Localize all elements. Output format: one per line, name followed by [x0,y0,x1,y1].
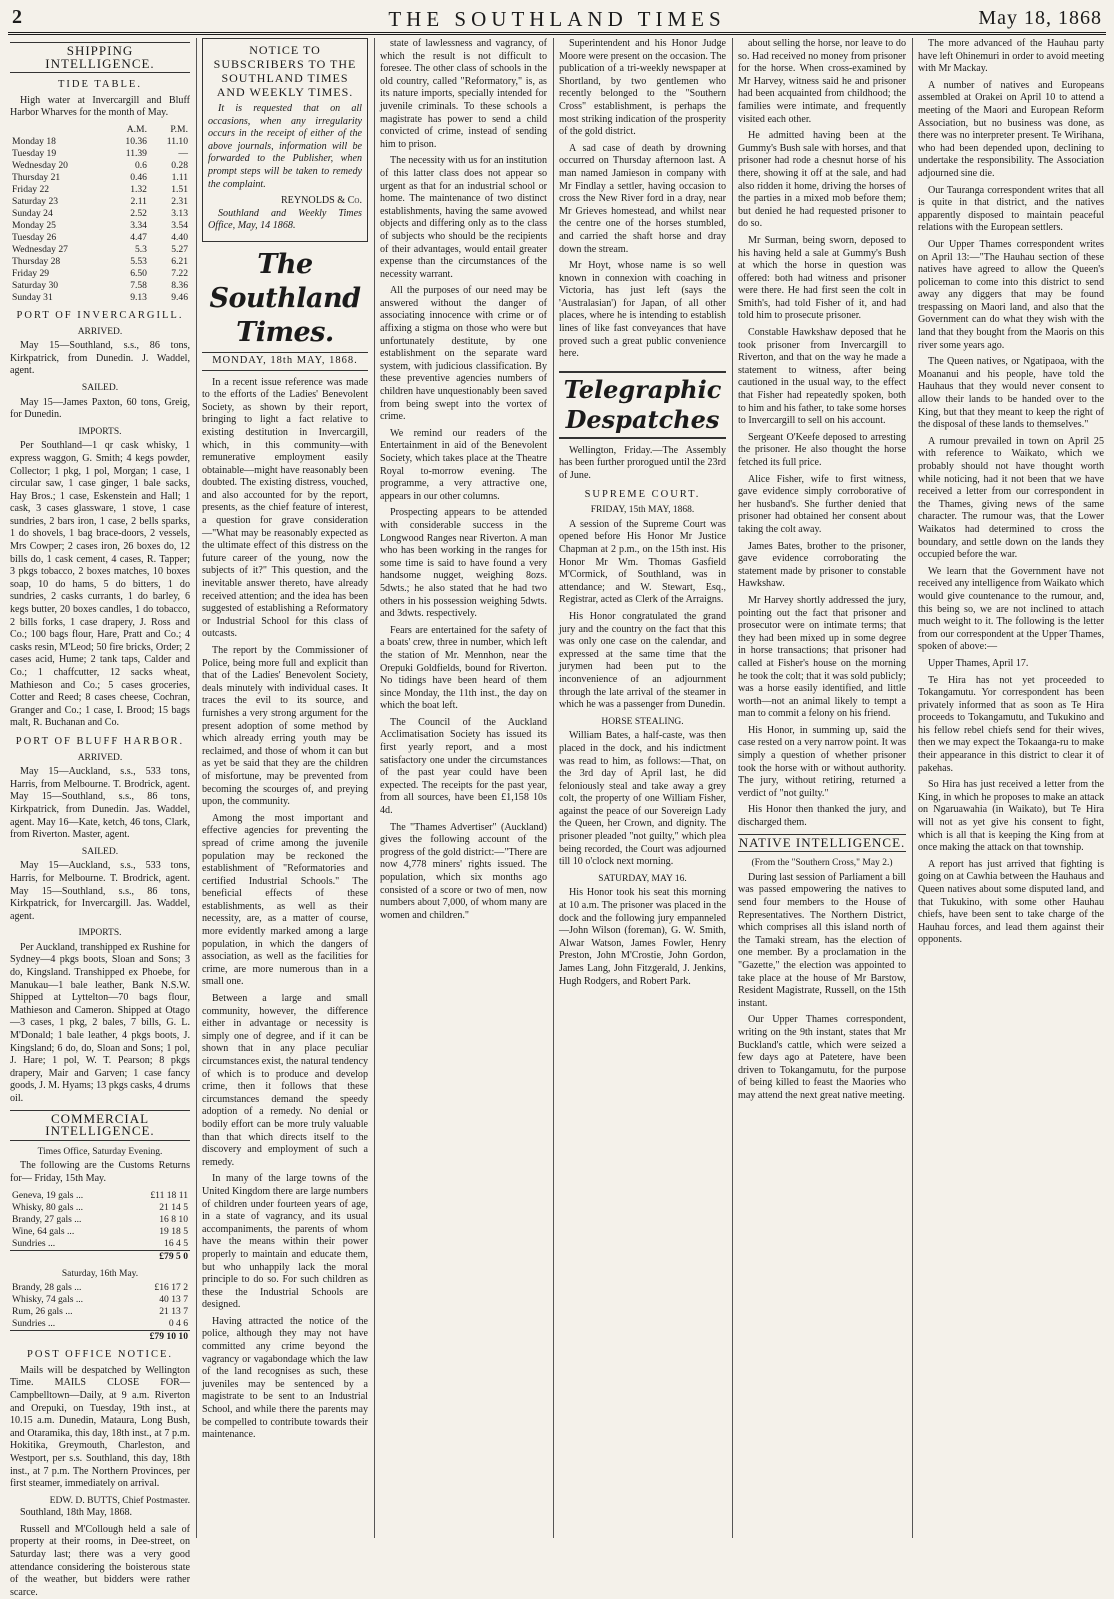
native-intelligence-heading: NATIVE INTELLIGENCE. [738,834,906,853]
customs-saturday-total: £79 10 10 [125,1331,190,1344]
issue-date: May 18, 1868 [978,7,1102,29]
tide-header-row: A.M. P.M. [126,123,188,135]
news-paragraph: Fears are entertained for the safety of a boats' crew, three in number, which left the station of Mr. Mennhon, near the Orepuki Goldfields, bound for Riverton. No tidings have been heard of them since Monday, the 11th inst., the day on which the boat left. [380,624,547,712]
tide-row: Friday 29 6.50 7.22 [12,267,188,279]
shipping-heading: SHIPPING INTELLIGENCE. [10,42,190,73]
customs-row: Sundries ... 16 4 5 [12,1237,188,1249]
sailed-text: May 15—James Paxton, 60 tons, Greig, for Dunedin. [10,396,190,421]
news-paragraph: We remind our readers of the Entertainment in aid of the Benevolent Society, which takes place at the Theatre Royal to-morrow evening. The programme, a very attractive one, appears in our other columns. [380,427,547,502]
notice-office: Southland and Weekly Times Office, May, 14 1868. [208,207,362,232]
editorial-paragraph: Among the most important and effective agencies for preventing the spread of crime among the juvenile population may be reckoned the establishment of "Reformatories and certified Industrial Schools." The beneficial effects of these establishments, as well as their necessity, are, as a matter of course, more evidently marked among a large population, in which the dangers of association, as well as the facilities for crime, are more numerous than in a small one. [202,812,368,988]
column-native [918,38,1104,1543]
customs-head: Times Office, Saturday Evening. [37,1146,163,1157]
native-paragraph: During last session of Parliament a bill was passed empowering the natives to send four members to the House of Representatives. The Northern District, which comprises all this island north of the Tamaki stream, has the election of one member. By a proclamation in the "Gazette," the election was appointed to take place at the house of Mr Barstow, Resident Magistrate, Russell, on the 15th instant. [738,871,906,1009]
tide-table [10,124,190,304]
customs-row: Brandy, 27 gals ... 16 8 10 [12,1213,188,1225]
news-paragraph: The "Thames Advertiser" (Auckland) gives the following account of the progress of the gold district:—"There are now 4,778 miners' rights issued. The population, which six months ago consisted of a score or two of men, now numbers about 7,000, of whom many are women and children." [380,821,547,921]
news-paragraph: A sad case of death by drowning occurred on Thursday afternoon last. A man named Jamieson in company with Mr Findlay a settler, having occasion to cross the New River ford in a dray, near Mr Grieves homestead, and whilst near the centre one of the horses stumbled, and carried the shaft horse and dray down the stream. [559,142,726,255]
local-news-body [559,38,726,361]
customs-saturday-head: Saturday, 16th May. [61,1268,139,1279]
editorial-body [202,377,368,1442]
tide-row: Wednesday 27 5.3 5.27 [12,243,188,255]
customs-row: Geneva, 19 gals ... £11 18 11 [12,1189,188,1201]
column-divider [553,38,554,1538]
telegraph-text: Wellington, Friday.—The Assembly has been further prorogued until the 23rd of June. [559,444,726,482]
bluff-imports-text: Per Auckland, transhipped ex Rushine for Sydney—4 pkgs boots, Sloan and Sons; 3 do, Kingsland. Transhipped ex Phoebe, for Manukau—1 bale leather, Bank N.S.W. Shipped at Lyttelton—70 bags flour, Mathieson and Cameron. Shipped at Otago—3 cases, 1 pkg, 2 bales, 7 bills, G. L. M'Donald; 1 bale leather, 4 pkgs boots, J. Kingsland; 6 do, do, Sloan and Sons; 1 pol, J. Hare; 1 pol, W. T. Pearson; 8 pkgs drapery, Mair and Garven; 1 case fancy goods, J. M. Hyams; 13 pkgs casks, 4 drums oil. [10,941,191,1104]
bluff-sailed-label: SAILED. [81,846,119,857]
bluff-arrived-label: ARRIVED. [77,752,123,763]
trial-paragraph: Sergeant O'Keefe deposed to arresting the prisoner. He also thought the horse fetched its full price. [738,431,906,468]
tide-row: Saturday 23 2.11 2.31 [12,195,188,207]
column-court [559,38,726,1543]
column-divider [196,38,197,1538]
tide-body [10,136,190,304]
news-paragraph: All the purposes of our need may be answered without the danger of associating innocence with crime or of affixing a stigma on those who were but unfortunately destitute, by one establishment on the separate ward system, with judicious classification. By these preventive agencies numbers of children have unquestionably been saved from being swept into the vortex of crime. [380,285,547,423]
editorial-paragraph: Having attracted the notice of the police, although they may not have committed any crime beyond the vagrancy or vagabondage which the law of the land recognises as such, these juveniles may be sentenced by a magistrate to be sent to an Industrial School, and while there the parents may be compelled to contribute towards their maintenance. [202,1315,368,1441]
tide-row: Wednesday 20 0.6 0.28 [12,159,188,171]
news-paragraph: The necessity with us for an institution of this latter class does not appear so urgent as that for an industrial school or home. The maintenance of two distinct establishments, having the same avowed objects and differing only as to the class of subjects who should be the recipients of their advantages, would entail greater expense than the circumstances of the necessity warrant. [380,155,547,280]
tide-row: Tuesday 26 4.47 4.40 [12,231,188,243]
column-divider [732,38,733,1538]
native-intelligence-body [738,872,906,1103]
native-paragraph: So Hira has just received a letter from the King, in which he proposes to make an attack on Ngaruawahia (in Waikato), but Te Hira will not as yet give his consent to fight, which is all that is keeping the King from at once making the attack on that township. [918,779,1104,854]
court-paragraph: A session of the Supreme Court was opened before His Honor Mr Justice Chapman at 2 p.m., on the 15th inst. His Honor Mr Wm. Thomas Gasfield M'Cormick, of Southland, was in attendance; and W. Stewart, Esq., Registrar, acted as Clerk of the Arraigns. [559,518,726,606]
court-paragraph: His Honor congratulated the grand jury and the country on the fact that this was only one case on the calendar, and expressed at the same time that the jurymen had been put to the inconvenience of an adjournment through the late arrival of the steamer in which he was a passenger from Dunedin. [559,610,726,711]
news-paragraph: The Council of the Auckland Acclimatisation Society has issued its first yearly report, and a most satisfactory one under the circumstances of the past year could have been expected. The receipts for the past year, from all sources, have been £1,158 10s 4d. [380,716,547,817]
trial-paragraph: Constable Hawkshaw deposed that he took prisoner from Invercargill to Riverton, and that on the way he made a statement to witness, after being cautioned in the usual way, to the effect that Fisher had repeatedly spoken, both to him and his father, to take some horses to Invercargill to sell on his account. [738,327,906,427]
bluff-sailed-text: May 15—Auckland, s.s., 533 tons, Harris, for Melbourne. T. Brodrick, agent. May 15—Southland, s.s., 86 tons, Kirkpatrick, for Invercargill. Jas. Waddel, agent. [10,860,190,922]
column-divider [374,38,375,1538]
customs-saturday-total-row [10,1331,190,1344]
post-office-date: Southland, 18th May, 1868. [20,1507,133,1519]
editorial-dateline: MONDAY, 18th MAY, 1868. [202,352,368,371]
native-paragraph: We learn that the Government have not received any intelligence from Waikato which would give countenance to the rumour, and, this being so, we are not inclined to attach much weight to it. The following is the letter from our correspondent at the Upper Thames, spoken of above:— [918,565,1104,653]
tide-row: Monday 18 10.36 11.10 [12,135,188,147]
column-leader [202,38,368,1543]
native-paragraph: Our Tauranga correspondent writes that all is quite in that district, and the natives apparently disposed to maintain peaceful relations with the European settlers. [918,184,1104,234]
trial-paragraph: His Honor then thanked the jury, and discharged them. [738,804,906,829]
arrived-label: ARRIVED. [77,326,123,337]
customs-saturday-table [10,1282,190,1343]
native-paragraph: Upper Thames, April 17. [928,657,1029,669]
customs-row: Whisky, 74 gals ... 40 13 7 [12,1294,188,1306]
supreme-court-date: FRIDAY, 15th MAY, 1868. [590,505,695,516]
commercial-heading: COMMERCIAL INTELLIGENCE. [10,1110,190,1141]
masthead-rule [8,32,1106,35]
tide-row: Friday 22 1.32 1.51 [12,183,188,195]
imports-text: Per Southland—1 qr cask whisky, 1 express waggon, G. Smith; 4 kegs powder, Collector; 1 pkg, 1 pol, Morgan; 1 case, 1 circular saw, 1 case ginger, 1 bale sacks, Hay Bros.; 1 case, Eskenstein and Hall; 1 cask, 3 cases glassware, 1 stove, 1 case sundries, 2 bars iron, 1 case, 2 bells sparks, 1 do shovels, 1 bag brace-doors, 2 vessels, Mrs Cowper; 2 cases iron, 26 boxes do, 12 bills do, 1 cask cement, 4 cases, R. Tapper; 3 pkgs tobacco, 2 boxes matches, 10 boxes soap, 10 do hams, 5 do bitters, 1 do sundries, 2 casks currants, 1 do barley, 6 kegs butter, 20 boxes candles, 1 do tobacco, 2 bills forks, 1 case drapery, J. Ross and Co.; 100 bags flour, Hare, Pratt and Co.; 4 casks resin, M'Leod; 50 fire bricks, Order; 2 cases acid, Hume; 2 tank taps, Calder and Co.; 1 chaffcutter, 12 sacks wheat, Mathieson and Co.; 5 cases groceries, Cotter and Reed; 8 cases cheese, Cochran, Granger and Co.; 1 case, I. Brood; 15 bags malt, R. Buchanan and Co. [10,440,190,729]
native-paragraph: A report has just arrived that fighting is going on at Cawhia between the Hauhaus and Queen natives about some disputed land, and that Tukukino, with some other Hauhau chiefs, have been sent to take charge of the Hauhau forces, and lead them against their opponents. [918,858,1104,946]
column-divider [912,38,913,1538]
native-paragraph: A number of natives and Europeans assembled at Orakei on April 10 to attend a meeting of the Maori and European Reform Association, but no business was done, as there was no interpreter present. Te Wirihana, who had been depended upon, declining to undertake the responsibility. The Association adjourned sine die. [918,79,1104,179]
trial-paragraph: Mr Surman, being sworn, deposed to his having held a sale at Gummy's Bush at which the horse in question was offered: both had witness and prisoner were there. He had first seen the colt in Smith's, had told Fisher of it, and had told him to prosecute prisoner. [738,234,906,322]
native-paragraph: Te Hira has not yet proceeded to Tokangamutu. Yor correspondent has been privately informed that as soon as Te Hira proceeds to Tokangamutu, and Tukukino and his fellow rebel chiefs send for their wives, then we may expect the Tokaanga-ru to make their appearance in this district to clear it of pakehas. [918,674,1104,774]
bluff-arrived-text: May 15—Auckland, s.s., 533 tons, Harris, from Melbourne. T. Brodrick, agent. May 15—Southland, s.s., 86 tons, Kirkpatrick, from Dunedin. Jas. Waddel, agent. May 16—Kate, ketch, 46 tons, Clark, from Riverton. Master, agent. [10,766,190,841]
port-bluff-heading: PORT OF BLUFF HARBOR. [15,735,185,747]
tide-row: Monday 25 3.34 3.54 [12,219,188,231]
customs-row: Sundries ... 0 4 6 [12,1318,188,1330]
customs-row: Brandy, 28 gals ... £16 17 2 [12,1282,188,1294]
supreme-court-body [559,519,726,712]
tide-row: Thursday 21 0.46 1.11 [12,171,188,183]
notice-signature: REYNOLDS & Co. [280,195,362,207]
tide-row: Sunday 24 2.52 3.13 [12,207,188,219]
tide-table-title: TIDE TABLE. [58,79,142,91]
imports-label: IMPORTS. [78,426,122,437]
editorial-paragraph: The report by the Commissioner of Police, being more full and explicit than that of the Ladies' Benevolent Society, deals minutely with individual cases. It traces the evil to its source, and furnishes a very strong argument for the present adoption of some method by which already erring youth may be reclaimed, and those of whom it can but as yet be said that they are the children of misfortune, may be prevented from becoming the scourges of, and preying upon, the community. [202,645,368,808]
news-paragraph: Prospecting appears to be attended with considerable success in the Longwood Ranges near Riverton. A man who has been working in the ranges for some time is said to have found a very handsome nugget, weighing 8ozs. 5dwts.; he also stated that he had two others in his possession weighing 5dwts. and 3dwts. respectively. [380,507,547,620]
page-number: 2 [12,6,22,28]
customs-row: Wine, 64 gals ... 19 18 5 [12,1225,188,1237]
customs-friday-body [10,1190,190,1251]
editorial-paragraph: In many of the large towns of the United Kingdom there are large numbers of children under fourteen years of age, in a state of vagrancy, and its usual accompaniments, the parents of whom have the means within their power properly to maintain and educate them, but who unhappily lack the moral principle to do so. For such children as these the Industrial Schools are designed. [202,1173,368,1311]
notice-body: It is requested that on all occasions, when any irregularity occurs in the receipt of either of the above journals, information will be forwarded to the Publisher, when prompt steps will be taken to remedy the complaint. [208,103,362,190]
trial-paragraph: Mr Harvey shortly addressed the jury, pointing out the fact that prisoner and prosecutor were on intimate terms; that they had been mixed up in some degree in horse transactions; that prisoner had called at Fisher's house on the morning he took the colt; that it was sold publicly; was a horse easily identified, and little worth—not an animal likely to tempt a man to commit a felony on his friend. [738,594,906,720]
native-paragraph: Our Upper Thames correspondent, writing on the 9th instant, states that Mr Buckland's cattle, which were seized a few days ago at Patetere, have been driven to Tokangamutu, for the purpose of being killed to feast the Maories who may attend the next great native meeting. [738,1014,906,1101]
horse-stealing-heading: HORSE STEALING. [601,716,684,727]
arrived-text: May 15—Southland, s.s., 86 tons, Kirkpatrick, from Dunedin. J. Waddel, agent. [10,340,190,377]
customs-note: The following are the Customs Returns for— Friday, 15th May. [10,1160,190,1184]
customs-friday-total-row [10,1250,190,1263]
tide-row: Saturday 30 7.58 8.36 [12,279,188,291]
news-paragraph: Superintendent and his Honor Judge Moore were present on the occasion. The publication of a tri-weekly newspaper at Shortland, by two gentlemen who recently belonged to the "Southern Cross" establishment, is perhaps the most striking indication of the prosperity of the gold district. [559,38,726,138]
telegraphic-despatches-banner: Telegraphic Despatches [559,371,726,439]
paper-name: THE SOUTHLAND TIMES [388,7,726,31]
masthead [10,6,1104,30]
port-invercargill-heading: PORT OF INVERCARGILL. [16,309,184,321]
sailed-label: SAILED. [81,382,119,393]
editorial-paragraph: Between a large and small community, however, the difference either in advantage or necessity is simply one of degree, and if it can be shown that in any place peculiar circumstances exist, the natural tendency of which is to produce and develop crime, then it follows that these circumstances demand the speedy adoption of a remedy. No denial or bodily effort can be more truly valuable than that which directs itself to the discovery and employment of such a remedy. [202,993,368,1168]
editorial-paragraph: In a recent issue reference was made to the efforts of the Ladies' Benevolent Society, as shown by their report, bringing to light a fact relative to existing destitution in Invercargill, which, in this community—with remunerative employment easily obtainable—might have reasonably been doubted. The existing distress, vouched, and also accounted for by the report, presents, as the chief feature of interest, a question for grave consideration—"What may be reasonably expected as the ultimate effect of this distress on the future career of the young, now the subjects of it?" This question, and the inevitable answer thereto, have already received attention; and the idea has been suggested of establishing a Reformatory or Industrial School for this class of outcasts. [202,376,368,640]
column-trial [738,38,906,1543]
post-office-heading: POST OFFICE NOTICE. [26,1349,174,1361]
trial-paragraph: Alice Fisher, wife to first witness, gave evidence simply corroborative of her husband's. She further denied that prisoner had obtained her consent about taking the colt away. [738,473,906,535]
tide-row: Sunday 31 9.13 9.46 [12,291,188,303]
tide-row: Thursday 28 5.53 6.21 [12,255,188,267]
native-paragraph: The more advanced of the Hauhau party have left Ohinemuri in order to avoid meeting with Mr Mackay. [918,38,1104,75]
column-shipping [10,38,191,1598]
subscriber-notice [202,38,368,242]
trial-paragraph: His Honor, in summing up, said the case rested on a very narrow point. It was simply a question of whether prisoner took the horse with or without authority. The jury, without retiring, returned a verdict of "not guilty." [738,724,906,799]
customs-saturday-body [10,1282,190,1331]
native-paragraph: A rumour prevailed in town on April 25 with reference to Waikato, which we probably should not have thought worth while noticing, had it not been that we have received a letter from our correspondent in the Thames, giving news of the same character. The rumour was, that the Lower Waikatos had determined to cross the boundary, and settle down on the lands they occupied before the war. [918,435,1104,561]
customs-row: Rum, 26 gals ... 21 13 7 [12,1306,188,1318]
tide-row: Tuesday 19 11.39 — [12,147,188,159]
news-paragraph: Mr Hoyt, whose name is so well known in connexion with coaching in Victoria, has just left (says the 'Australasian') for Japan, of all other places, where he is intending to establish lines of like fast conveyances that have proved such a great public convenience here. [559,260,726,360]
trial-paragraph: about selling the horse, nor leave to do so. Had received no money from prisoner for the horse. When cross-examined by Mr Harvey, witness said he and prisoner had been acquainted from childhood; the families were intimate, and frequently visited each other. [738,38,906,125]
news-paragraph: state of lawlessness and vagrancy, of which the result is not difficult to foresee. The other class of schools in the old country, called "Reformatory," is, as its nature imports, specially intended for juvenile criminals. To these schools a magistrate has power to send a child convicted of crime, instead of sending him to prison. [380,38,547,150]
notice-title: NOTICE TO SUBSCRIBERS TO THE SOUTHLAND TIMES AND WEEKLY TIMES. [213,43,357,99]
customs-row: Whisky, 80 gals ... 21 14 5 [12,1201,188,1213]
post-office-signature: EDW. D. BUTTS, Chief Postmaster. [49,1494,190,1506]
news-body [380,38,547,922]
native-paragraph: The Queen natives, or Ngatipaoa, with the Moananui and his people, have told the Hauhaus that they would never consent to allow their lands to be handed over to the King, but that they meant to keep the right of the disposal of these lands to themselves." [918,356,1104,431]
trial-paragraph: He admitted having been at the Gummy's Bush sale with horses, and that prisoner had rode a chesnut horse of his there, showing it off at the sale, and had also ridden it home, driving the horses of the parties in a mixed mob before them; but denied he had requested prisoner to do so. [738,130,906,230]
column-news [380,38,547,1543]
trial-paragraph: James Bates, brother to the prisoner, gave evidence corroborating the statement made by prisoner to constable Hawkshaw. [738,540,906,590]
saturday-heading: SATURDAY, MAY 16. [598,873,687,884]
post-office-text: Mails will be despatched by Wellington Time. MAILS CLOSE FOR— Campbelltown—Daily, at 9 a.m. Riverton and Orepuki, on Tuesday, 19th inst., at 10.15 a.m. Dunedin, Mataura, Long Bush, and Otaramika, this day, 18th inst., at 7 p.m. Hokitika, Greymouth, Charleston, and Westport, per s.s. Southland, this day, 18th inst., at 7 p.m. The Northern Provinces, per first steamer, immediately on arrival. [10,1364,190,1490]
tide-note: High water at Invercargill and Bluff Harbor Wharves for the month of May. [10,94,190,119]
customs-friday-table [10,1190,190,1263]
native-news-body [918,38,1104,947]
column-tail-text: Russell and M'Collough held a sale of property at their rooms, in Dee-street, on Saturday last; there was a very good attendance considering the boisterous state of the weather, but bidders were rather scarce. [10,1523,190,1598]
paper-title-banner: The Southland Times. [209,248,361,348]
customs-friday-total: £79 5 0 [126,1250,190,1263]
supreme-court-heading: SUPREME COURT. [584,488,701,500]
bluff-imports-label: IMPORTS. [78,928,122,939]
trial-body [738,38,906,830]
horse-stealing-text: William Bates, a half-caste, was then placed in the dock, and his indictment was read to him, as follows:—That, on the 3rd day of April last, he did feloniously steal and take away a grey colt, the property of one William Fisher, against the peace of our Sovereign Lady the Queen, her Crown, and dignity. The prisoner pleaded "not guilty," which plea being recorded, the Court was adjourned till 10 o'clock next morning. [559,730,726,868]
saturday-text: His Honor took his seat this morning at 10 a.m. The prisoner was placed in the dock and the following jury empanneled—John Wilson (foreman), G. W. Smith, Alwar Watson, James Fowler, Henry Preston, John M'Crostie, John Gordon, James Lang, John Fitzgerald, J. Jenkins, Hugh Rodgers, and Robert Park. [559,887,726,987]
native-paragraph: Our Upper Thames correspondent writes on April 13:—"The Hauhau section of these natives have agreed to allow the Queen's policeman to come into this district to send away any diggers that may be found trespassing on Maori land, and also that the Government can do what they wish with the land that they bought from the Maoris on this river some years ago. [918,238,1104,351]
native-intelligence-source: (From the "Southern Cross," May 2.) [751,858,893,869]
